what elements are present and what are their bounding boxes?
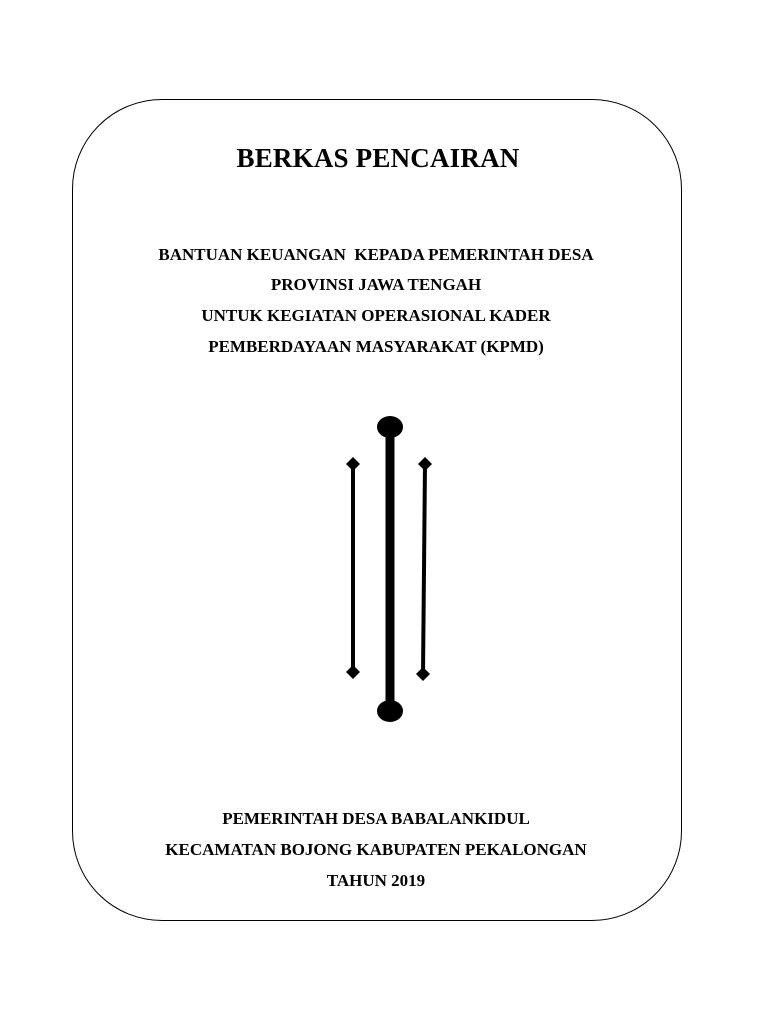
center-bar-bottom-knob (377, 700, 403, 722)
right-bar-bottom-diamond (416, 667, 430, 681)
document-title: BERKAS PENCAIRAN (236, 143, 520, 173)
vertical-bars-ornament-icon (330, 410, 450, 730)
footer-year: TAHUN 2019 (326, 871, 426, 890)
center-bar (386, 426, 395, 712)
footer-village-government: PEMERINTAH DESA BABALANKIDUL (222, 809, 530, 828)
subtitle-line-4: PEMBERDAYAAN MASYARAKAT (KPMD) (208, 337, 544, 356)
left-bar-bottom-diamond (346, 665, 360, 679)
footer-district-regency: KECAMATAN BOJONG KABUPATEN PEKALONGAN (165, 840, 587, 859)
left-bar-top-diamond (346, 457, 360, 471)
center-bar-top-knob (377, 416, 403, 438)
subtitle-line-1: BANTUAN KEUANGAN KEPADA PEMERINTAH DESA (158, 245, 594, 264)
right-bar-top-diamond (418, 457, 432, 471)
subtitle-line-3: UNTUK KEGIATAN OPERASIONAL KADER (201, 306, 551, 325)
right-bar (423, 464, 425, 674)
subtitle-line-2: PROVINSI JAWA TENGAH (270, 275, 482, 294)
